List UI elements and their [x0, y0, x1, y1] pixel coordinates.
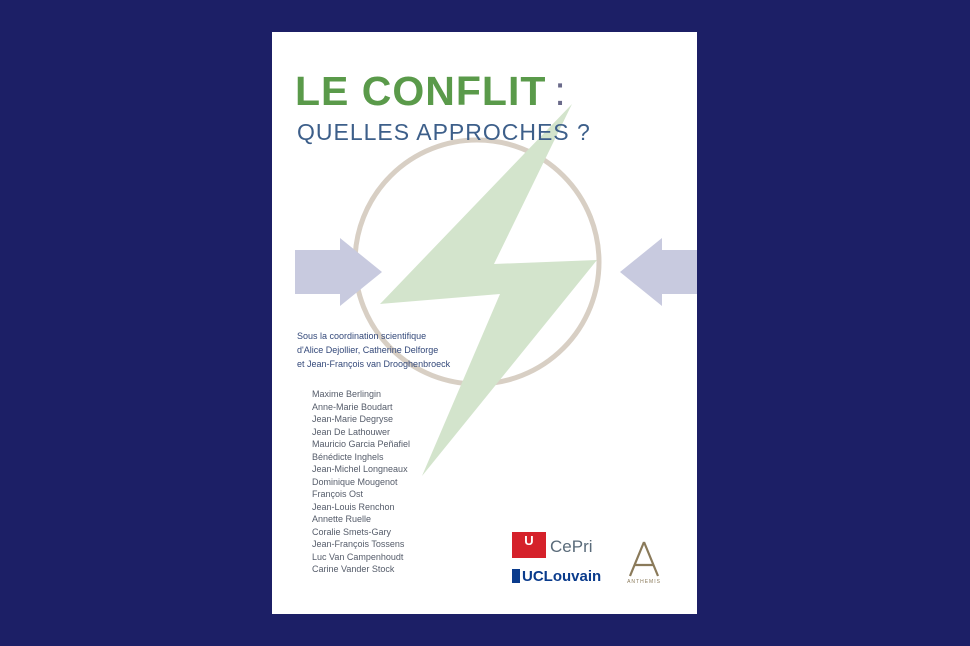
left-arrow-icon: [295, 238, 382, 306]
cover-title: LE CONFLIT :: [295, 68, 567, 114]
coordination-line: d'Alice Dejollier, Catherine Delforge: [297, 345, 439, 355]
author-name: Anne-Marie Boudart: [312, 401, 393, 412]
author-name: Dominique Mougenot: [312, 476, 398, 487]
author-name: Mauricio Garcia Peñafiel: [312, 439, 411, 449]
book-cover: [272, 32, 697, 614]
author-name: Jean-Marie Degryse: [312, 414, 394, 424]
coordination-line: Sous la coordination scientifique: [297, 331, 427, 341]
cover-subtitle: QUELLES APPROCHES ?: [297, 119, 591, 145]
right-arrow-icon: [620, 238, 697, 306]
author-name: Carine Vander Stock: [312, 564, 395, 574]
anthemis-logo-icon: [624, 540, 664, 578]
anthemis-logo-text: ANTHEMIS: [627, 579, 661, 585]
author-name: Jean-Michel Longneaux: [312, 464, 408, 474]
coordination-block: [297, 329, 557, 371]
author-name: Jean-Louis Renchon: [312, 501, 395, 512]
university-logo: U: [512, 532, 546, 558]
author-name: Annette Ruelle: [312, 514, 372, 524]
author-name: Bénédicte Inghels: [312, 451, 384, 462]
author-list: [312, 388, 410, 576]
cepri-logo: CePri: [550, 537, 593, 556]
author-name: Luc Van Campenhoudt: [312, 551, 404, 562]
author-name: Maxime Berlingin: [312, 389, 382, 399]
author-name: Coralie Smets-Gary: [312, 526, 392, 537]
uclouvain-mark-icon: [512, 569, 520, 583]
uclouvain-logo: UCLouvain: [512, 568, 601, 585]
coordination-line: et Jean-François van Drooghenbroeck: [297, 359, 451, 369]
author-name: François Ost: [312, 489, 364, 499]
author-name: Jean-François Tossens: [312, 539, 405, 549]
author-name: Jean De Lathouwer: [312, 426, 391, 437]
